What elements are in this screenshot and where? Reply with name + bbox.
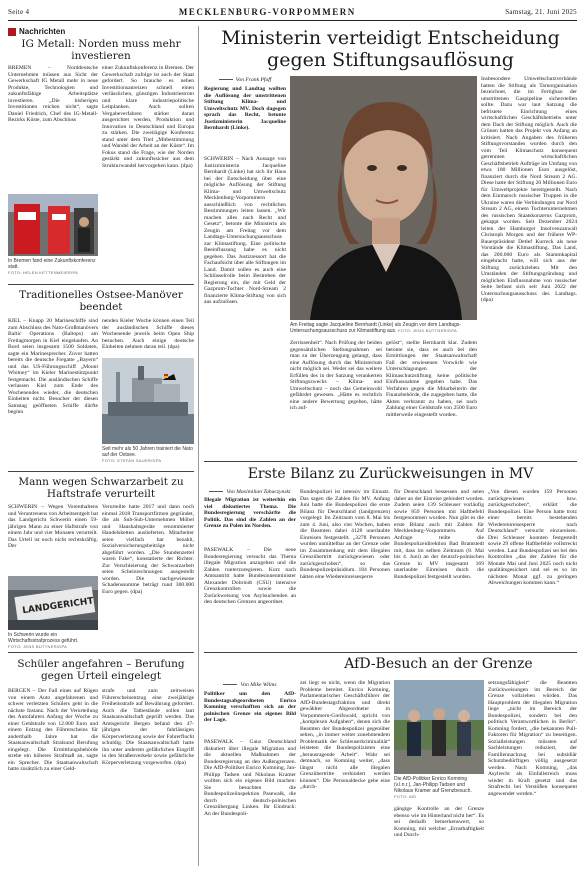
second-text1: PASEWALK – Die neue Bundesregierung versucht das Thema illegale Migration anzugehen und die Zahlen runterzuregieren. Kurz nach Amtsantritt hatte Bundesinnenminister Alexander Dobrindt (CSU) intensive Grenzkontrollen sowie die Zurückweisung von Asylsuchenden an den deutschen Grenzen angeordnet. bbox=[204, 547, 296, 605]
landgericht-photo-credit: FOTO: JENS BÜTTNER/DPA bbox=[8, 644, 68, 649]
article-schwarzarbeit-col1 bbox=[8, 504, 98, 574]
minister-photo[interactable] bbox=[290, 76, 477, 320]
minister-caption bbox=[290, 322, 477, 334]
ship-photo[interactable] bbox=[102, 358, 194, 444]
article-schwarzarbeit-headline: Mann wegen Schwarzarbeit zu Haftstrafe verurteilt bbox=[18, 476, 184, 500]
landgericht-photo[interactable] bbox=[8, 576, 98, 630]
third-col1 bbox=[204, 739, 296, 866]
third-lead-text: Politiker um den AfD-Bundestagsabgeordneten Enrico Komning verschafften sich an der polnischen Grenze ein eigenes Bild der Lage. bbox=[204, 691, 296, 723]
main-col2 bbox=[290, 340, 382, 458]
afd-visit-photo-credit: FOTO: AfD bbox=[394, 794, 417, 799]
issue-date: Samstag, 21. Juni 2025 bbox=[505, 8, 577, 16]
third-col3 bbox=[394, 806, 484, 866]
header-rule bbox=[8, 20, 577, 21]
main-text3: gelöst“, stellte Bernhardt klar. Zudem betonte sie, dass es auch bei den Ermittlungen der Staatsanwaltschaft Fall der erwiesenen Vorwürfe wie Unterschlagungen der Klimaschutzstiftung keine politische Einflussnahme gegeben habe. Das Verfahren gegen die Mitarbeiterin der Finanzbehörde, die zugegeben hatte, die Akten verbrannt zu haben, sei nach Zahlung einer Geldstrafe von 2500 Euro mittlerweile eingestellt worden. bbox=[386, 340, 477, 418]
main-text4: Insbesondere Umweltschutzverbände hatten die Stiftung als Tarnorganisation bezeichnet, die im Fertigbau der umstrittenen Gaspipeline sicherstellen sollte. Dazu war laut Satzung die befristete Einrichtung eines wirtschaftlichen Geschäftsbetriebs unter dem Dach der Stiftung möglich. Auch die Grünen hatten das Projekt von Anfang an kritisiert. Nach Angaben des früheren Stiftungsvorstandes wurden durch den vom Teil Klimaschutz konsequent getrennten wirtschaftlichen Geschäftsbetrieb Aufträge im Umfang von etwa 180 Millionen Euro ausgelöst, finanziert durch die Nord Stream 2 AG. Diese hatte der Stiftung 20 Millionen Euro für Umweltprojekte bereitgestellt. Nach dem Einmarsch russischer Truppen in die Ukraine waren die Verbindungen zur Nord Stream 2 AG, einem Tochterunternehmen des russischen Staatskonzerns Gazprom, gekappt worden. Seit Dezember 2024 leiten der Hamburger Insolvenzanwalt Christoph Morgen und der frühere WP-Bauerpräsident Detlef Kurreck als neue Vorstände die Klimastiftung. Das Land, das 200.000 Euro als Stammkapital eingebracht hatte, will sich aus der Stiftung zurückziehen. Mit den Umständen der Stiftungsgründung und möglichen Einflussnahme von russischer Seite befasst sich seit Juni 2022 der Untersuchungsausschuss des Landtags. (dpa) bbox=[481, 76, 577, 303]
second-lead bbox=[204, 497, 296, 545]
section-title: MECKLENBURG-VORPOMMERN bbox=[178, 7, 356, 17]
landgericht-caption-text: In Schwerin wurde ein Wirtschaftsstrafprozess geführt. bbox=[8, 632, 79, 644]
third-text4: setzungsfähigkeit“ die Beamten Zurückweisungen im Bereich der Grenze vollziehen würden. Das Hauptproblem der illegalen Migration liege „nicht im Bereich der Bundespolizei, sondern bei den politisch Verantwortlichen in Berlin“. Komning fordert, „die bekannten Pull-Faktoren für Migration“ zu beseitigen. Sozialleistungen müssten auf Sachleistungen reduziert, der Familiennachzug bei subsidiär Schutzbedürftigen völlig ausgesetzt werden. Nach Komning, „das Asylrecht als Einfallstreich muss wieder in Kraft gesetzt und das Strafrecht bei Verstößen konsequent angewendet werden.“ bbox=[488, 680, 577, 797]
article-manoever-col1 bbox=[8, 318, 98, 468]
second-col4 bbox=[488, 489, 577, 649]
third-lead bbox=[204, 691, 296, 737]
article-schueler-headline: Schüler angefahren – Berufung gegen Urteil eingelegt bbox=[17, 658, 185, 682]
second-col2 bbox=[300, 489, 390, 649]
main-col4 bbox=[481, 76, 577, 458]
ig-metall-photo[interactable] bbox=[8, 194, 98, 256]
second-col3 bbox=[394, 489, 484, 649]
minister-photo-credit: FOTO: JENS BÜTTNER/DPA bbox=[397, 328, 457, 333]
page-header bbox=[8, 6, 577, 18]
article-schueler-text2: strafe und zum zeitweisen Führerscheinentzug eine zweijährige Freiheitsstrafe auf Bewährung gefordert. Auch die Tatbestände sollen laut Staatsanwaltschaft geprüft werden. Das Amtsgericht Bergen befand den 47-jährigen der fahrlässigen Körperverletzung sowie der Fahrerflucht schuldig. Die Staatsanwaltschaft hatte ihn unter anderem gefährlichen Eingriff in den Straßenverkehr sowie gefährliche Körperverletzung vorgeworfen. (dpa) bbox=[102, 688, 194, 766]
divider bbox=[8, 652, 194, 653]
afd-visit-caption-text: Die AfD-Politiker Enrico Komning (v.l.n.r.), Jan-Philipp Tadsen und Nikolaus Kramer auf Grenzbesuch. bbox=[394, 776, 472, 794]
afd-visit-photo[interactable] bbox=[394, 680, 484, 774]
kicker-marker bbox=[8, 28, 16, 36]
third-headline: AfD-Besuch an der Grenze bbox=[344, 656, 533, 672]
article-schueler-col1 bbox=[8, 688, 98, 866]
article-manoever-text2: nenden Kieler Woche können einen Teil der ausländischen Schiffe dieses Wochenende jeweils beim Open Ship besuchen. Auch einige deutsche Einheiten nehmen daran teil. (dpa) bbox=[102, 318, 194, 350]
article-manoever-col2 bbox=[102, 318, 194, 356]
article-ig-metall-text2: einer Zukunftskonferenz in Bremen. Der Gewerkschaft zufolge ist auch der Staat gefordert. So brauche es neben Investitionsanreizen schnell einen verlässlichen, günstigen Industriestrom und klare industriepolitische Leitplanken. Auch sollten Vergabeverfahren stärker daran ausgerichtet werden, Produktion und Innovation in Deutschland und Europa zu stärken. Die zweitägige Konferenz stand unter dem Titel „Mitbestimmung und Wandel der Arbeit an der Küste“. Im Fokus stand die Frage, wie der Norden gestärkt und zukunftssicher aus dem Strukturwandel hervorgehen kann. (dpa) bbox=[102, 65, 194, 169]
column-divider bbox=[198, 26, 199, 866]
ig-metall-caption-text: In Bremen fand eine Zukunftskonferenz statt. bbox=[8, 258, 96, 270]
landgericht-caption bbox=[8, 632, 98, 650]
article-ig-metall-col1 bbox=[8, 65, 98, 190]
article-schwarzarbeit-text2: Verurteilte hatte 2017 und dann noch einmal 2018 Transportfirmen gegründet, die als Sub-Sub-Unternehmen Möbel und Haushaltsgeräte renommierter Handelsketten auslieferten. Mitarbeiter seien vielfach bar bezahlt, Sozialversicherungsbeiträge nicht abgeführt worden. „Die Stundenzettel waren Fake“, konstatierte der Richter. Zur Verschleierung der Schwarzarbeit seien Scheinrechnungen ausgestellt worden. Die nachgewiesene Schadenssumme beträgt rund 300.000 Euro gegen. (dpa) bbox=[102, 504, 194, 595]
second-text2: Bundespolizei ist intensiv im Einsatz. Das sagen die Zahlen für MV. Anfang Juni hatte die Bundespolizei die erste Bilanz für Deutschland (landgrenzen) vorgelegt: Im Zeitraum vom 8. Mai bis zum 4. Juni, also vier Wochen, haben die Beamten dabei 4128 unerlaubte Einreisen festgestellt. „3278 Personen wurden unmittelbar an der Grenze oder im Zusammenhang mit dem illegalen Grenzübertritt zurückgewiesen oder zurückgeschoben“, so das Bundespolizeipräsidium. 184 Personen hätten eine Wiedereinreisesperre bbox=[300, 489, 390, 580]
landgericht-sign-text: LANDGERICHT bbox=[21, 596, 95, 617]
second-byline: Von Maximilian Tabaczynski bbox=[204, 489, 296, 495]
main-byline: Von Frank Pfaff bbox=[204, 77, 286, 83]
main-col1 bbox=[204, 156, 286, 456]
third-text3: gängige Kontrolle an der Grenze ebenso wie im Hinterland nicht her“. Es sei deshalb bemerkenswert, so Komning, mit welcher „Ernsthaftigkeit und Durch- bbox=[394, 806, 484, 838]
divider bbox=[204, 461, 577, 462]
article-schwarzarbeit-text1: SCHWERIN – Wegen Vorenthaltens und Veruntreuens von Arbeitsentgelt hat das Landgericht Schwerin einen 59-jährigen Mann zu einer Haftstrafe von einem Jahr und vier Monaten verurteilt. Das Urteil ist noch nicht rechtskräftig. Der bbox=[8, 504, 98, 549]
ship-caption bbox=[102, 446, 194, 464]
divider bbox=[8, 471, 194, 472]
divider bbox=[204, 652, 577, 653]
page-number: Seite 4 bbox=[8, 8, 30, 16]
main-text2: Zerrissenheit“. Nach Prüfung der beiden gegensätzlichen Stellungnahmen sei man zu der Überzeugung gelangt, dass eine Auflösung durch das Ministerium nicht möglich sei. Weder sei das weitere Erfüllen des in der Satzung verankerten Stiftungszwecks – Klima- und Umweltschutz – noch das Gemeinwohl gefährdet gewesen. „Hätte es rechtlich eine andere Bewertung gegeben, hätte ich auf- bbox=[290, 340, 382, 411]
article-ig-metall-text1: BREMEN – Norddeutsche Unternehmen müssen aus Sicht der Gewerkschaft IG Metall mehr in neue Produkte, Technologien und zukunftsfähige Arbeitsplätze investieren. „Die bisherigen Investitionen reichen nicht“, sagte Daniel Friedrich, Chef des IG-Metall-Bezirks Küste, zum Abschluss bbox=[8, 65, 98, 123]
article-schueler-text1: BERGEN – Der Fall eines auf Rügen von einem Auto angefahrenen und schwer verletzten Schülers geht in die nächste Instanz. Nach der Verurteilung des Autofahrers Anfang der Woche zu einer Geldstrafe von 12.000 Euro und einem Entzug des Führerscheins für anderthalb Jahre hat die Staatsanwaltschaft Stralsund Berufung eingelegt. Die Ermittlungsbehörde strebe ein höheres Strafmaß an, sagte ein Sprecher. Die Staatsanwaltschaft hatte zusätzlich zu einer Geld- bbox=[8, 688, 98, 772]
ig-metall-photo-credit: FOTO: HELEN KETTENMEIER/PA bbox=[8, 270, 79, 275]
second-text4: „Von diesen wurden 159 Personen zurückgewiesen bzw. zurückgeschoben“, erklärt die Bundespolizei. Eine Person hatte trotz einer bereits bestehenden Wiedereinreisesperre nach Deutschland“ versucht einzureisen. Drei Schleuser konnten festgestellt sowie 29 offene Haftbefehle vollstreckt werden. Laut Bundespolizei sei bei den Kontrollen „das der Zahlen für die Monate Mai und Juni 2025 noch nicht qualitätsgesichert und sei es so im nächsten Monat ggf. zu geringen Abweichungen kommen kann.“ bbox=[488, 489, 577, 586]
second-lead-text: Illegale Migration ist weiterhin ein viel diskutiertes Thema. Die Bundesregierung verschärfte die Politik. Das sind die Zahlen an der Grenze zu Polen im Norden. bbox=[204, 497, 296, 529]
ship-photo-credit: FOTO: STEFAN SAUER/DPA bbox=[102, 458, 162, 463]
main-text1: SCHWERIN – Nach Aussage von Justizministerin Jacqueline Bernhardt (Linke) hat sich ihr Haus bei der Entscheidung über eine mögliche Auflösung der Stiftung Klima- und Umweltschutz Mecklenburg-Vorpommern ausschließlich von rechtlichen Bestimmungen leiten lassen. „Wir machen alles nach Recht und Gesetz“, betonte die Ministerin als Zeugin am Freitag vor dem Landtags-Untersuchungsausschuss zur Klimastiftung. Eine politische Beeinflussung habe es nicht gegeben. Das Justizressort hat die Fachaufsicht über alle Stiftungen im Land. Damit sollen es auch eine Schlüsselrolle beim Bestreben der Regierung ein, die mit Geld der Gazprom-Tochter Nord-Stream 2 finanzierte Klima-Stiftung von sich aus aufzulösen. bbox=[204, 156, 286, 305]
article-manoever-text1: KIEL – Knapp 20 Marineschiffe sind zum Abschluss des Nato-Großmanövers Baltic Operations (Baltops) am Freitagmorgen in Kiel eingelaufen. An Bord seien insgesamt 1500 Soldaten, sagte ein Marinesprecher. Zuvor hatten bereits die deutsche Fregatte „Bayern“ und das US-Führungsschiff „Mount Whitney“ im Kieler Marinestützpunkt festgemacht. Die ausländischen Schiffe verlassen Kiel zum Ende des Wochenendes wieder, die deutschen Einheiten nicht. Besucher der diesen Samstag geöffneten Schiffe dürfte beginn bbox=[8, 318, 98, 415]
ship-caption-text: Seit mehr als 50 Jahren trainiert die Nato auf der Ostsee. bbox=[102, 446, 193, 458]
third-byline: Von Mike Wilms bbox=[204, 682, 296, 688]
article-schueler-col2 bbox=[102, 688, 194, 866]
second-text3: für Deutschland bessessen und seien daher an der Einreise gehindert worden. Zudem seien 139 Schleuser vorläufig sowie 859 Personen mit Haftbefehl festgenommen worden. Nun gibt es die erste Bilanz auch mit Zahlen für Mecklenburg-Vorpommern. Auf Anfrage teilte die Bundespolizeidirektion Bad Bramstedt mit, dass im selben Zeitraum (8. Mai bis 4. Juni) an der deutsch-polnischen Grenze in MV insgesamt 169 unerlaubte Einreisen durch die Bundespolizei festgestellt wurden. bbox=[394, 489, 484, 580]
afd-visit-caption bbox=[394, 776, 484, 800]
third-col2 bbox=[300, 680, 390, 866]
ig-metall-caption bbox=[8, 258, 98, 276]
article-schwarzarbeit-col2 bbox=[102, 504, 194, 650]
article-ig-metall-col2 bbox=[102, 65, 194, 281]
kicker-label: Nachrichten bbox=[19, 27, 66, 36]
third-text1: PASEWALK – Ganz Deutschland diskutiert über illegale Migration und die aktuellen Maßnahmen der Bundesregierung an den Außengrenzen. Die AfD-Politiker Enrico Komning, Jan-Philipp Tadsen und Nikolaus Kramer wollten sich ein eigenes Bild machen: Sie besuchten die Bundespolizeiinspektion Pasewalk, die durch deutsch-polnischen Grenzübergang Linken. Ihr Eindruck: An der Bundespoli- bbox=[204, 739, 296, 817]
article-manoever-headline: Traditionelles Ostsee-Manöver beendet bbox=[19, 289, 183, 313]
main-lead-text: Regierung und Landtag wollten die Auflösung der umstrittenen Stiftung Klima- und Umweltschutz MV. Doch dagegen sprach das Recht, betonte Justizministerin Jacqueline Bernhardt (Linke). bbox=[204, 86, 286, 131]
third-col4 bbox=[488, 680, 577, 866]
minister-caption-text: Am Freitag sagte Jacqueline Bernhardt (Linke) als Zeugin vor dem Landtags-Untersuchungsausschuss zur Klimastiftung aus. bbox=[290, 322, 461, 334]
main-col3 bbox=[386, 340, 477, 458]
second-headline: Erste Bilanz zu Zurückweisungen in MV bbox=[247, 466, 534, 482]
second-col1 bbox=[204, 547, 296, 647]
divider bbox=[8, 284, 194, 285]
article-ig-metall-headline: IG Metall: Norden muss mehr investieren bbox=[21, 38, 181, 62]
main-lead bbox=[204, 86, 286, 152]
news-kicker bbox=[8, 27, 194, 36]
third-text2: zei liegt es nicht, wenn die Migration Probleme bereitet. Enrico Komning, Parlamentarischer Geschäftsführer der AfD-Bundestagsfraktion und direkt gewählter Abgeordneter in Vorpommern-Greifswald, spricht von „komplexen Aufgaben“, denen sich die Beamten der Bundespolizei gegenüber sehen, „in immer weiter zunehmendem Problematik der Schleuserkriminalität“ leisteten die Bundespolizisten eine „herausragende Arbeit“. Wahr sei demnach, so Komning weiter, „dass längst nicht alle illegalen Grenzübertritte verhindert werden können“. Die Personaldecke gebe eine „durch- bbox=[300, 680, 390, 790]
main-headline: Ministerin verteidigt Entscheidung gegen Stiftungsauflösung bbox=[221, 27, 560, 71]
